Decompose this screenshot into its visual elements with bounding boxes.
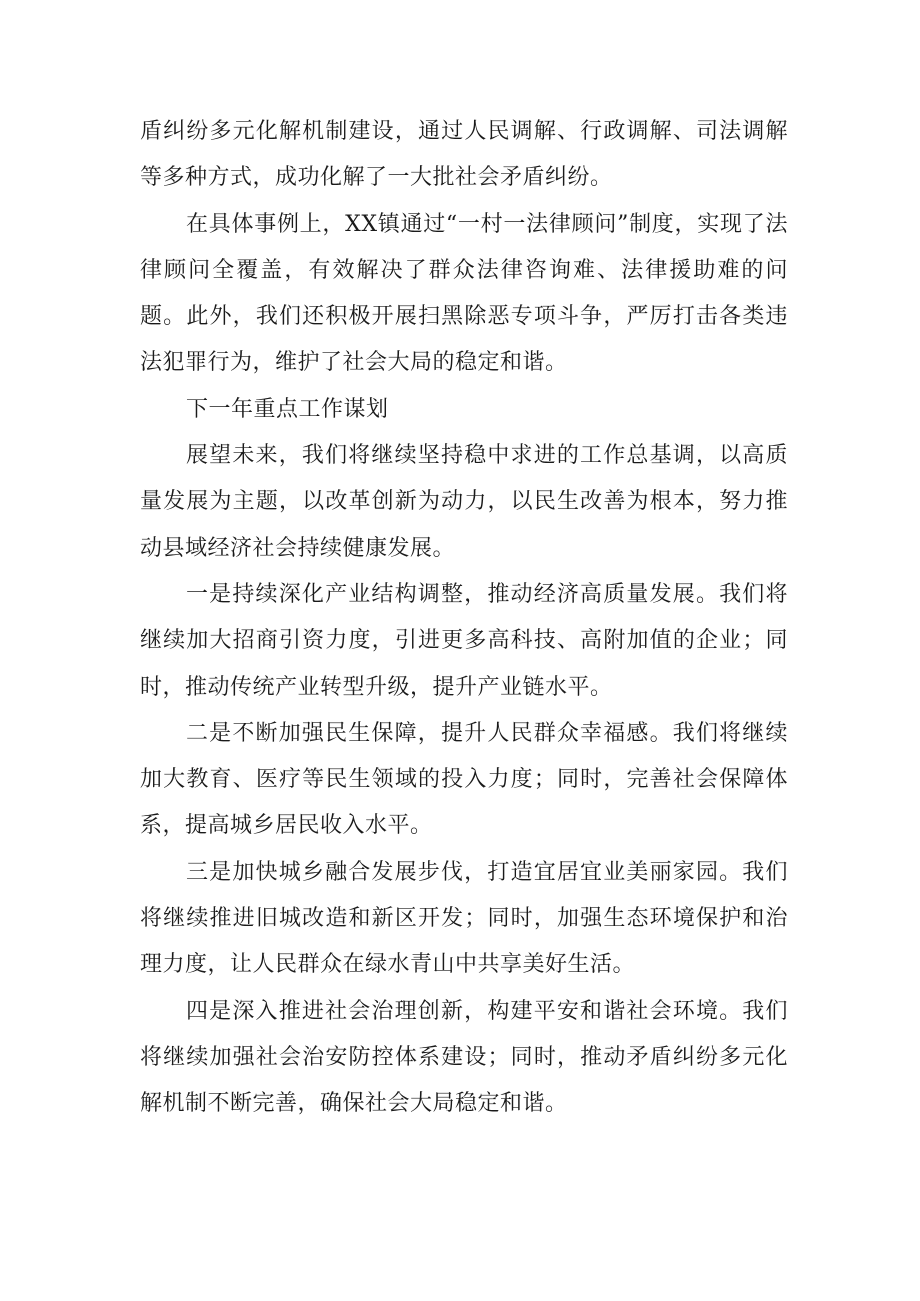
document-body [140,109,788,1128]
paragraph-point-two: 二是不断加强民生保障，提升人民群众幸福感。我们将继续加大教育、医疗等民生领域的投入力度；同时，完善社会保障体系，提高城乡居民收入水平。 [140,720,788,839]
paragraph-example: 在具体事例上，XX镇通过“一村一法律顾问”制度，实现了法律顾问全覆盖，有效解决了群众法律咨询难、法律援助难的问题。此外，我们还积极开展扫黑除恶专项斗争，严厉打击各类违法犯罪行为，维护了社会大局的稳定和谐。 [140,211,788,376]
paragraph-point-four: 四是深入推进社会治理创新，构建平安和谐社会环境。我们将继续加强社会治安防控体系建设；同时，推动矛盾纠纷多元化解机制不断完善，确保社会大局稳定和谐。 [140,998,788,1117]
paragraph-continuation: 盾纠纷多元化解机制建设，通过人民调解、行政调解、司法调解等多种方式，成功化解了一大批社会矛盾纠纷。 [140,119,788,191]
section-heading: 下一年重点工作谋划 [186,396,389,422]
paragraph-point-three: 三是加快城乡融合发展步伐，打造宜居宜业美丽家园。我们将继续推进旧城改造和新区开发；同时，加强生态环境保护和治理力度，让人民群众在绿水青山中共享美好生活。 [140,859,788,978]
paragraph-point-one: 一是持续深化产业结构调整，推动经济高质量发展。我们将继续加大招商引资力度，引进更多高科技、高附加值的企业；同时，推动传统产业转型升级，提升产业链水平。 [140,581,788,700]
paragraph-outlook: 展望未来，我们将继续坚持稳中求进的工作总基调，以高质量发展为主题，以改革创新为动力，以民生改善为根本，努力推动县域经济社会持续健康发展。 [140,443,788,561]
